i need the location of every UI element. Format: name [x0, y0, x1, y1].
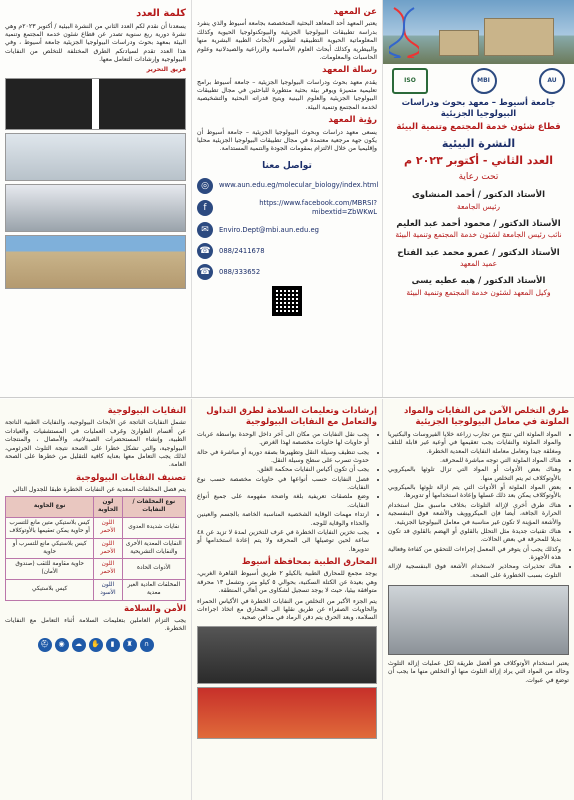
- newsletter-title: النشرة البيئية: [441, 136, 516, 150]
- vision-text: يسعى معهد دراسات وبحوث البيولوجيا الجزيئية – جامعة أسيوط أن يكون جهة مرجعية معتمدة في مجال تطبيقات البيولوجيا الجزيئية محليا وإقليميا من خلال الالتزام بمقومات الجودة والتنمية المستدامة.: [197, 128, 377, 153]
- waste-table: [5, 496, 186, 600]
- list-item: • يجب تخزين النفايات الخطرة في غرف للتخزين لمدة لا تزيد عن ٤٨ ساعة لحين توصيلها الى المحرقة ولا يتم إعادة استخدامها أو تدويرها.: [197, 529, 369, 554]
- contact-email[interactable]: ✉ Enviro.Dept@mbi.aun.edu.eg: [197, 222, 377, 238]
- iso-logo: ISO: [392, 68, 428, 94]
- about-title: عن المعهد: [333, 7, 377, 17]
- logos-bar: [388, 64, 569, 98]
- list-item: • يجب أن تكون أكياس النفايات محكمة الغلق.: [197, 466, 369, 474]
- disposal-list: [388, 431, 569, 580]
- waste-panel: [0, 399, 191, 800]
- waste-text: تشمل النفايات الناتجة عن الأبحاث البيولوجية، والنفايات الطبية الناتجة عن أقسام الطوارئ وغرف العمليات في المستشفيات والعيادات الطبية، وإنشاء المستحضرات الصيدلانية، والأمصال ، والمنتجات البيولوجية، والتي تشكل خطرا على الصحة نتيجة التلوث الجرثومي، لذلك يجب التعامل معها بعناية كافية للتقليل من خطرها على الصحة العامة.: [5, 419, 186, 469]
- list-item: • هناك المواد الملوثة التي توجه مباشرة للمحرقة.: [388, 457, 561, 465]
- person-4: الأستاذ الدكتور / هبه عطيه يسى وكيل المعهد لشئون خدمة المجتمع وتنمية البيئة: [406, 276, 551, 297]
- waste-bags-photo: [197, 687, 377, 739]
- incinerator-text: يوجد مجمع للمحارق الطبية بالكيلو ٢ طريق أسيوط القاهرة الغربي، وهي بعيدة عن الكتلة السكنية، بحوالي ٥ كيلو متر، وتشمل ١٣ محرقة متوافقة بيئيا، حيث لا يوجد تسجيل لشكاوى من أهالي المنطقة.: [197, 570, 377, 595]
- list-item: • وضع ملصقات تعريفية بلغة واضحة مفهومة على جميع أنواع النفايات.: [197, 493, 369, 510]
- incinerator-photo-1: [197, 626, 377, 684]
- issue-number: العدد الثاني - أكتوبر ٢٠٢٣ م: [403, 154, 554, 168]
- autoclave-photo: [388, 585, 569, 655]
- handling-list: [197, 431, 377, 554]
- about-text: يعتبر المعهد أحد المعاهد البحثية المتخصصة بجامعة أسيوط والذي ينفرد بدراسة تطبيقات البيولوجيا الجزيئية والبيوتكنولوجيا الحيوية وكذلك المعلوماتية الحيوية التطبيقية لتطوير الأبحاث الطبية البشرية منها والبيطرية وكذلك أبحاث العلوم الأساسية والزراعية والصيدلانية وعلوم الحاسبات والمعلومات.: [197, 20, 377, 61]
- helmet-icon: ⛑: [38, 638, 52, 652]
- ear-protection-icon: ∩: [140, 638, 154, 652]
- facebook-icon: f: [197, 200, 213, 216]
- qr-code[interactable]: [272, 286, 302, 316]
- list-item: • ارتداء مهمات الوقاية الشخصية المناسبة الخاصة بالجسم والعينين والحذاء والوقاية للوجه.: [197, 511, 369, 528]
- disposal-title: طرق التخلص الآمن من النفايات والمواد الملوثة في معامل البيولوجيا الجزيئية: [403, 406, 569, 428]
- safety-text: يجب التزام العاملين بتعليمات السلامة أثناء التعامل مع النفايات الخطرة.: [5, 617, 186, 633]
- phone-icon: ☎: [197, 264, 213, 280]
- sector-name: قطاع شئون خدمة المجتمع وتنمية البيئة: [396, 122, 561, 133]
- building-photo: [5, 235, 186, 289]
- list-item: • وهناك بعض الأدوات أو المواد التي تزال تلوثها بالميكروبي بالأوتوكلاف ثم يتم التخلص منها.: [388, 466, 561, 483]
- institute-building-photo: [383, 0, 574, 64]
- handling-title: إرشادات وتعليمات السلامة لطرق التداول والتعامل مع النفايات البيولوجية: [206, 406, 377, 428]
- mission-title: رسالة المعهد: [322, 65, 377, 76]
- list-item: • فصل النفايات حسب أنواعها في حاويات مخصصة حسب نوع النفايات.: [197, 476, 369, 493]
- contact-facebook[interactable]: f https://www.facebook.com/MBRSI?mibextid=ZbWKwL: [197, 199, 377, 217]
- cover-panel: [382, 0, 574, 397]
- table-row: نفايات شديدة العدوى اللون الأحمر كيس بلاستيكي متين مانع للتسرب أو حاوية يمكن تعقيمها بالأوتوكلاف: [6, 518, 186, 539]
- coat-icon: ♜: [123, 638, 137, 652]
- list-item: • وكذلك يجب أن يتوفر في المعمل إجراءات للتحقق من كفاءة وفعالية هذه الأجهزة.: [388, 546, 561, 563]
- person-2: الأستاذ الدكتور / محمود أحمد عبد العليم نائب رئيس الجامعة لشئون خدمة المجتمع وتنمية البيئة: [395, 218, 562, 240]
- person-3: الأستاذ الدكتور / عمرو محمد عبد الفتاح عميد المعهد: [397, 247, 560, 269]
- disposal-panel: [382, 399, 574, 800]
- goggles-icon: ◉: [55, 638, 69, 652]
- incinerator-title: المحارق الطبية بمحافظة أسيوط: [241, 556, 377, 567]
- list-item: • يجب نقل النفايات من مكان الى آخر داخل الوحدة بواسطة عربات أو حاويات لها حاويات مخصصة لهذا الغرض.: [197, 431, 369, 448]
- contact-web[interactable]: ◎ www.aun.edu.eg/molecular_biology/index.html: [197, 178, 377, 194]
- lab-photo-2: [5, 184, 186, 232]
- incinerator-text-2: يتم الجزء الأكبر من التخلص من النفايات الخطرة في الأكياس الحمراء والحاويات الصفراء عن طريق نقلها الى المحارق مع اتخاذ اجراءات السلامة، وبعد الحرق يتم دفن الرماد في مدافن صحية.: [197, 597, 377, 622]
- boots-icon: ▮: [106, 638, 120, 652]
- list-item: • هناك تقنيات جديدة مثل التحلل بالقلوي أو الهضم بالقلوي قد تكون بديلا للمحرقة في بعض الحالات.: [388, 528, 561, 545]
- contact-phone-1[interactable]: ☎ 088/2411678: [197, 243, 377, 259]
- table-row: النفايات المعدية الأخرى والنفايات التشريحية اللون الأحمر كيس بلاستيكي مانع للتسرب أو حاوية: [6, 538, 186, 559]
- editorial-team-label: فريق التحرير: [146, 66, 186, 74]
- person-1: الأستاذ الدكتور / أحمد المنشاوى رئيس الجامعة: [411, 190, 546, 211]
- gloves-icon: ✋: [89, 638, 103, 652]
- safety-signs: [5, 638, 186, 652]
- list-item: • بعض المواد الملوثة أو الأدوات التي يتم ازالة تلوثها بالميكروبي بالأوتوكلاف يمكن بعد ذلك غسلها وإعادة استخدامها أو تدويرها.: [388, 484, 561, 501]
- email-icon: ✉: [197, 222, 213, 238]
- vision-title: رؤية المعهد: [328, 115, 377, 126]
- contact-phone-2[interactable]: ☎ 088/333652: [197, 264, 377, 280]
- mask-icon: ☁: [72, 638, 86, 652]
- disposal-footer: يعتبر استخدام الأوتوكلاف هو أفضل طريقة لكل عمليات إزالة التلوث وحالة من المواد التي يراد إزالة التلوث منها أو التخلص منها ما يجب أن توضع في عبوات.: [388, 660, 569, 684]
- list-item: • المواد الملوثة التي تنتج من تجارب زراعة خلايا الفيروسات والبكتيريا والمواد الملوثة والنفايات يجب تعقيمها في أوعية غير قابلة للتلف ومغلقة جيدا وتعامل معاملة النفايات المعدية الخطرة.: [388, 431, 561, 456]
- lab-photo-1: [5, 133, 186, 181]
- bottom-row: [0, 399, 574, 800]
- globe-icon: ◎: [197, 178, 213, 194]
- patron-label: تحت رعاية: [458, 172, 499, 183]
- handling-panel: [191, 399, 382, 800]
- university-logo: AU: [539, 68, 565, 94]
- plaques-photo: [5, 78, 186, 130]
- about-panel: [191, 0, 382, 397]
- classification-intro: يتم فصل المخلفات المعدية عن النفايات الخطرة طبقا للجدول التالي: [12, 486, 186, 494]
- editorial-title: كلمة العدد: [136, 8, 186, 19]
- waste-title: النفايات البيولوجية: [107, 406, 186, 416]
- table-row: المخلفات العادية الغير معدية اللون الأسود كيس بلاستيكي: [6, 579, 186, 600]
- mission-text: يقدم معهد بحوث ودراسات البيولوجيا الجزيئية – جامعة أسيوط برامج تعليمية متميزة ويوفر بيئة بحثية متطورة للباحثين في مجال تطبيقات البيولوجيا الجزيئية والعلوم البينية ويتيح قدراته البحثية والتشخيصية لخدمة المجتمع وتنمية البيئة.: [197, 78, 377, 111]
- table-row: الأدوات الحادة اللون الأحمر حاوية مقاومة للثقب (صندوق الأمان): [6, 559, 186, 580]
- contact-title: تواصل معنا: [262, 160, 312, 171]
- editorial-panel: [0, 0, 191, 397]
- top-row: [0, 0, 574, 398]
- institute-logo: MBI: [471, 68, 497, 94]
- list-item: • هناك طرق أخرى لإزالة التلوثات بخلاف ماسبق مثل استخدام الحرارة الجافة، أيضا فإن الميكروويف والأشعة فوق البنفسجية والأشعة المؤينة لا تكون غير مناسبة في معامل البيولوجيا الجزيئية.: [388, 502, 561, 527]
- list-item: • يجب تنظيف وسيلة النقل وتطهيرها بصفة دورية أو مباشرة في حالة حدوث تسرب على سطح وسيلة النقل.: [197, 449, 369, 466]
- classification-title: تصنيف النفايات البيولوجية: [75, 472, 186, 483]
- editorial-text: يسعدنا أن نقدم لكم العدد الثاني من النشرة البيئية / أكتوبر ٢٠٢٣م وهي نشرة دورية ربع سنوية تصدر عن قطاع شئون خدمة المجتمع وتنمية البيئة بمعهد بحوث ودراسات البيولوجيا الجزيئية جامعة أسيوط ، وفي هذا العدد تقدم لسيادتكم الطرق المختلفة للتخلص من النفايات البيولوجية وإرشادات التعامل معها.: [5, 22, 186, 63]
- dna-icon: [389, 6, 419, 58]
- list-item: • هناك تحذيرات ومحاذير لاستخدام الأشعة فوق البنفسجية لإزالة التلوث بسبب الخطورة على الصحة.: [388, 563, 561, 580]
- safety-title: الأمن والسلامة: [123, 603, 186, 614]
- institute-name: جامعة أسيوط – معهد بحوث ودراسات البيولوجيا الجزيئية: [401, 98, 556, 120]
- table-header-row: نوع المخلفات / النفايات لون الحاوية نوع الحاوية: [6, 497, 186, 518]
- phone-icon: ☎: [197, 243, 213, 259]
